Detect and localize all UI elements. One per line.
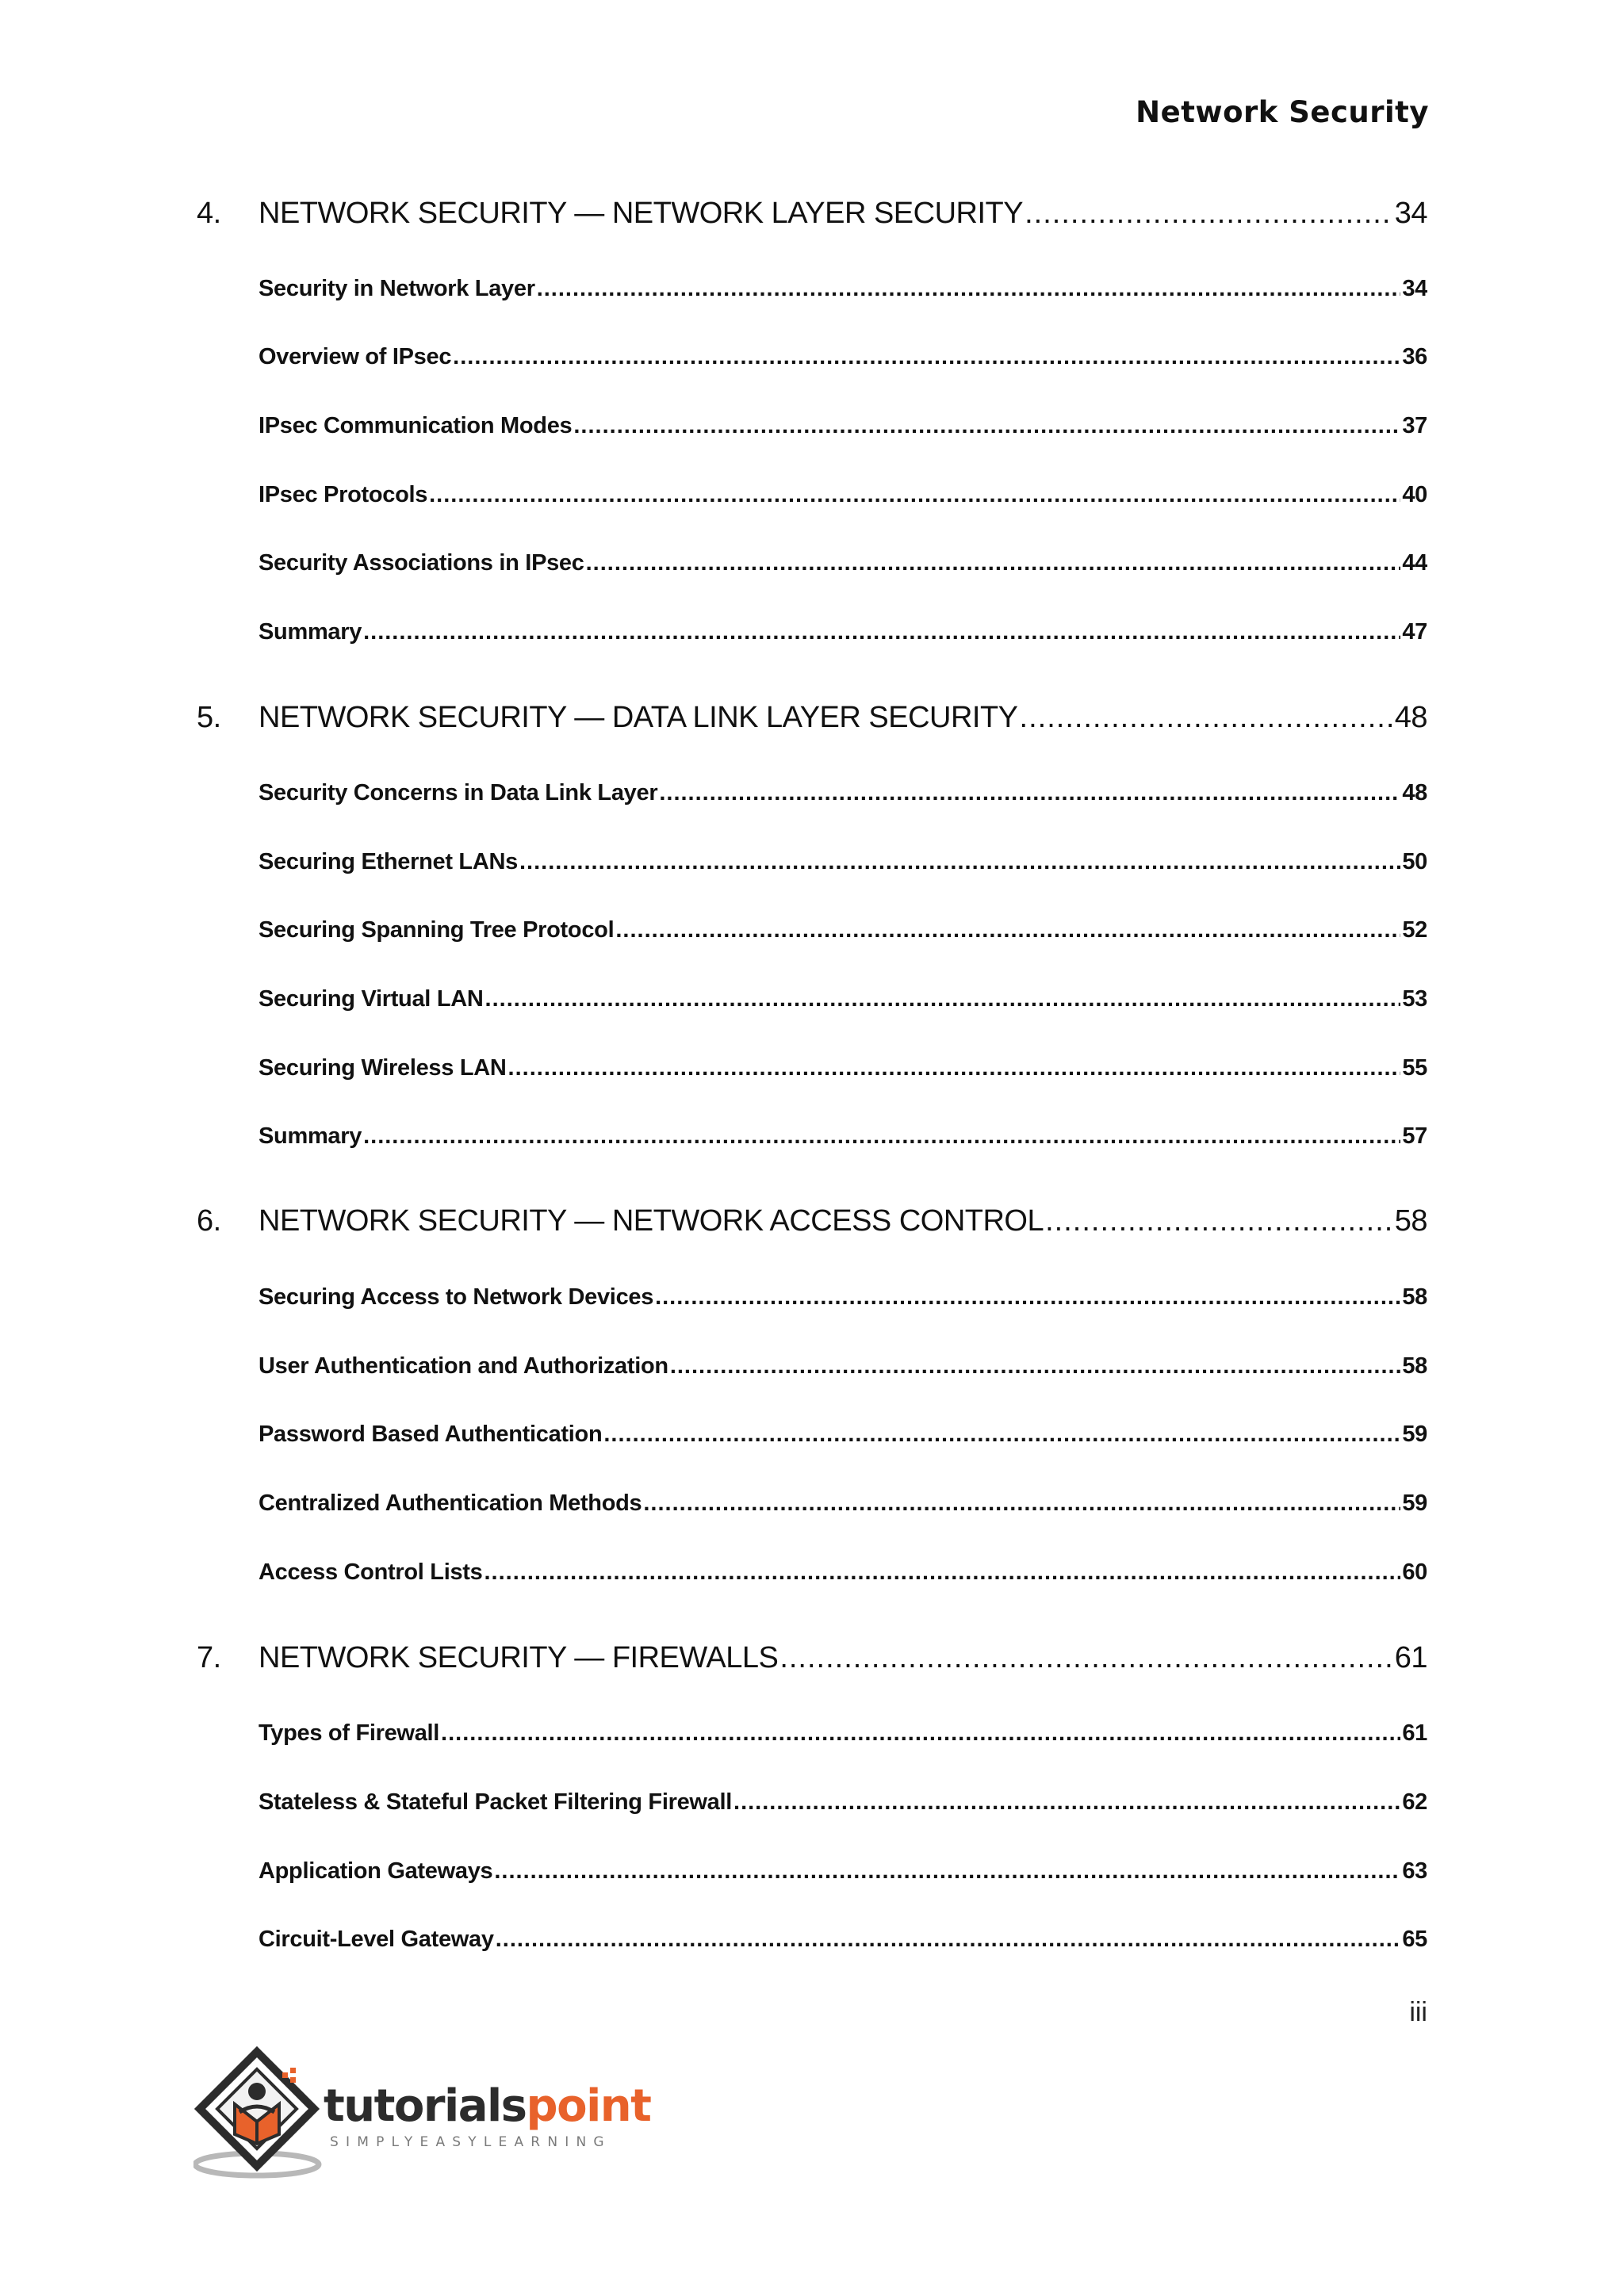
toc-section-row[interactable] bbox=[259, 482, 1427, 508]
toc-section-row[interactable] bbox=[259, 1490, 1427, 1517]
toc-section-row[interactable] bbox=[259, 1353, 1427, 1380]
section-title: User Authentication and Authorization bbox=[259, 1353, 668, 1379]
dot-leader bbox=[363, 1123, 1400, 1150]
toc-section-row[interactable] bbox=[259, 917, 1427, 943]
section-page-number: 58 bbox=[1402, 1284, 1427, 1310]
toc-section-row[interactable] bbox=[259, 276, 1427, 302]
chapter-page-number: 61 bbox=[1394, 1641, 1427, 1674]
dot-leader bbox=[1025, 197, 1393, 231]
dot-leader bbox=[1020, 701, 1393, 735]
section-page-number: 60 bbox=[1402, 1559, 1427, 1585]
brand-wordmark-orange: point bbox=[526, 2080, 651, 2132]
section-title: Securing Ethernet LANs bbox=[259, 849, 518, 874]
chapter-title: NETWORK SECURITY — DATA LINK LAYER SECURITY bbox=[259, 701, 1018, 734]
chapter-page-number: 48 bbox=[1394, 701, 1427, 734]
dot-leader bbox=[508, 1055, 1401, 1081]
section-title: Summary bbox=[259, 1123, 362, 1149]
chapter-title: NETWORK SECURITY — FIREWALLS bbox=[259, 1641, 779, 1674]
toc-section-row[interactable] bbox=[259, 1789, 1427, 1816]
dot-leader bbox=[655, 1284, 1400, 1311]
section-title: Securing Virtual LAN bbox=[259, 986, 484, 1012]
toc-section-row[interactable] bbox=[259, 344, 1427, 370]
dot-leader bbox=[615, 917, 1400, 943]
section-page-number: 36 bbox=[1402, 344, 1427, 369]
section-title: Centralized Authentication Methods bbox=[259, 1490, 642, 1516]
toc-section-row[interactable] bbox=[259, 1927, 1427, 1953]
toc-chapter-row[interactable] bbox=[197, 1641, 1427, 1675]
brand-tagline: SIMPLYEASYLEARNING bbox=[330, 2134, 611, 2150]
dot-leader bbox=[643, 1490, 1400, 1517]
section-page-number: 63 bbox=[1402, 1858, 1427, 1884]
section-title: IPsec Protocols bbox=[259, 482, 428, 507]
dot-leader bbox=[496, 1927, 1401, 1953]
section-title: Application Gateways bbox=[259, 1858, 493, 1884]
dot-leader bbox=[453, 344, 1400, 370]
section-title: Circuit-Level Gateway bbox=[259, 1927, 494, 1952]
toc-section-row[interactable] bbox=[259, 1284, 1427, 1311]
toc-chapter-row[interactable] bbox=[197, 1204, 1427, 1238]
section-page-number: 52 bbox=[1402, 917, 1427, 943]
chapter-title: NETWORK SECURITY — NETWORK ACCESS CONTROL bbox=[259, 1204, 1044, 1238]
section-title: Securing Spanning Tree Protocol bbox=[259, 917, 615, 943]
toc-section-row[interactable] bbox=[259, 619, 1427, 645]
section-title: Access Control Lists bbox=[259, 1559, 483, 1585]
brand-wordmark-dark: tutorials bbox=[324, 2080, 527, 2132]
toc-chapter-row[interactable] bbox=[197, 197, 1427, 231]
section-page-number: 55 bbox=[1402, 1055, 1427, 1081]
logo-emblem-icon bbox=[193, 2045, 328, 2180]
section-title: Security Associations in IPsec bbox=[259, 550, 584, 576]
toc-section-row[interactable] bbox=[259, 986, 1427, 1012]
dot-leader bbox=[494, 1858, 1400, 1885]
dot-leader bbox=[779, 1641, 1392, 1675]
chapter-number: 4. bbox=[197, 197, 221, 230]
dot-leader bbox=[485, 986, 1401, 1012]
dot-leader bbox=[363, 619, 1400, 645]
toc-section-row[interactable] bbox=[259, 1559, 1427, 1586]
toc-section-row[interactable] bbox=[259, 413, 1427, 439]
brand-wordmark bbox=[324, 2080, 650, 2132]
toc-section-row[interactable] bbox=[259, 1123, 1427, 1150]
dot-leader bbox=[429, 482, 1400, 508]
chapter-number: 5. bbox=[197, 701, 221, 734]
dot-leader bbox=[519, 849, 1400, 875]
dot-leader bbox=[484, 1559, 1400, 1586]
section-page-number: 65 bbox=[1402, 1927, 1427, 1952]
tutorialspoint-logo bbox=[193, 2045, 651, 2180]
section-page-number: 48 bbox=[1402, 780, 1427, 806]
toc-section-row[interactable] bbox=[259, 780, 1427, 806]
section-title: Security in Network Layer bbox=[259, 276, 535, 301]
dot-leader bbox=[659, 780, 1400, 806]
dot-leader bbox=[537, 276, 1401, 302]
section-title: Securing Access to Network Devices bbox=[259, 1284, 654, 1310]
section-page-number: 58 bbox=[1402, 1353, 1427, 1379]
section-page-number: 44 bbox=[1402, 550, 1427, 576]
section-page-number: 57 bbox=[1402, 1123, 1427, 1149]
section-title: Types of Firewall bbox=[259, 1720, 440, 1746]
section-page-number: 34 bbox=[1402, 276, 1427, 301]
chapter-number: 7. bbox=[197, 1641, 221, 1674]
chapter-page-number: 58 bbox=[1394, 1204, 1427, 1238]
section-title: Security Concerns in Data Link Layer bbox=[259, 780, 658, 806]
section-title: Summary bbox=[259, 619, 362, 645]
section-title: Overview of IPsec bbox=[259, 344, 452, 369]
toc-section-row[interactable] bbox=[259, 1858, 1427, 1885]
toc-section-row[interactable] bbox=[259, 1055, 1427, 1081]
section-title: Securing Wireless LAN bbox=[259, 1055, 507, 1081]
running-header: Network Security bbox=[1136, 95, 1429, 129]
section-title: Stateless & Stateful Packet Filtering Firewall bbox=[259, 1789, 733, 1815]
section-page-number: 59 bbox=[1402, 1422, 1427, 1447]
section-title: Password Based Authentication bbox=[259, 1422, 603, 1447]
dot-leader bbox=[733, 1789, 1400, 1816]
chapter-title: NETWORK SECURITY — NETWORK LAYER SECURITY bbox=[259, 197, 1024, 230]
toc-section-row[interactable] bbox=[259, 1720, 1427, 1747]
dot-leader bbox=[441, 1720, 1400, 1747]
section-page-number: 47 bbox=[1402, 619, 1427, 645]
toc-section-row[interactable] bbox=[259, 1422, 1427, 1448]
toc-chapter-row[interactable] bbox=[197, 701, 1427, 735]
dot-leader bbox=[586, 550, 1401, 576]
toc-section-row[interactable] bbox=[259, 550, 1427, 576]
section-page-number: 59 bbox=[1402, 1490, 1427, 1516]
dot-leader bbox=[573, 413, 1400, 439]
toc-section-row[interactable] bbox=[259, 849, 1427, 875]
section-title: IPsec Communication Modes bbox=[259, 413, 573, 438]
section-page-number: 62 bbox=[1402, 1789, 1427, 1815]
chapter-page-number: 34 bbox=[1394, 197, 1427, 230]
dot-leader bbox=[603, 1422, 1400, 1448]
dot-leader bbox=[670, 1353, 1401, 1380]
section-page-number: 53 bbox=[1402, 986, 1427, 1012]
section-page-number: 61 bbox=[1402, 1720, 1427, 1746]
chapter-number: 6. bbox=[197, 1204, 221, 1238]
section-page-number: 50 bbox=[1402, 849, 1427, 874]
dot-leader bbox=[1045, 1204, 1393, 1238]
section-page-number: 40 bbox=[1402, 482, 1427, 507]
section-page-number: 37 bbox=[1402, 413, 1427, 438]
page-number: iii bbox=[1409, 1997, 1427, 2027]
